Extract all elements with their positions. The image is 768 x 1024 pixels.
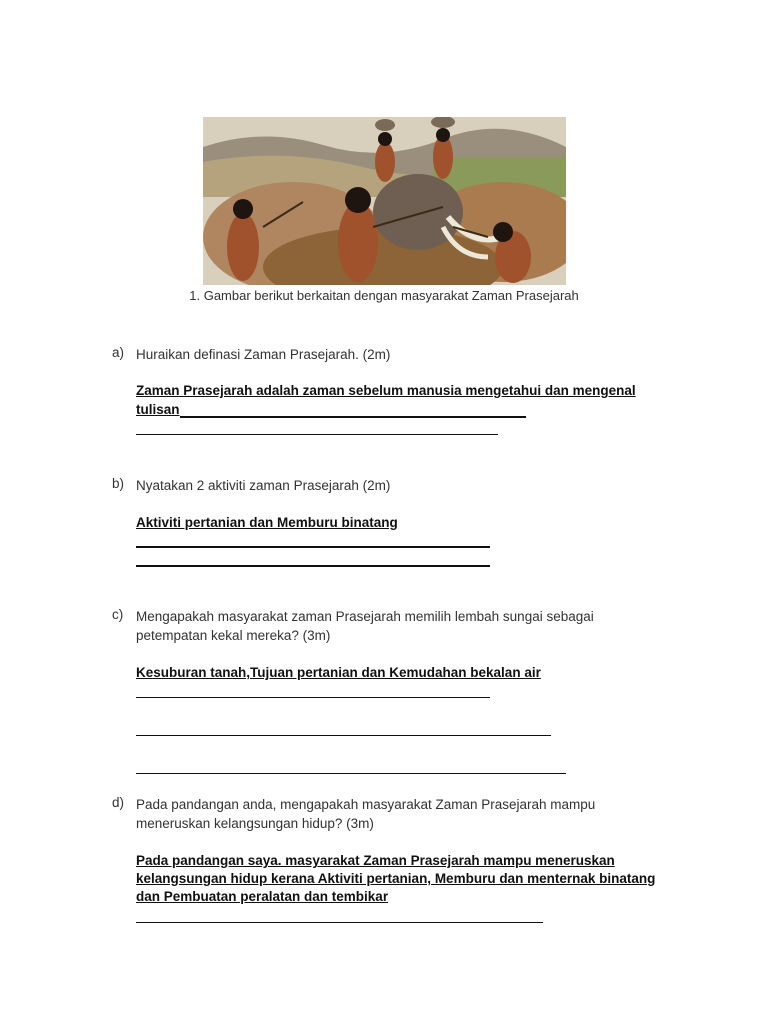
illustration-drawing — [203, 117, 566, 285]
answer-rule — [136, 735, 551, 736]
answer-rule — [180, 416, 526, 418]
answer-c-line-1: Kesuburan tanah,Tujuan pertanian dan Kemudahan bekalan air — [136, 665, 541, 680]
question-label: c) — [112, 607, 124, 622]
answer-rule — [136, 434, 498, 435]
question-text: Nyatakan 2 aktiviti zaman Prasejarah (2m) — [136, 478, 391, 493]
prehistoric-hunt-illustration — [203, 117, 566, 285]
answer-d-line-2: kelangsungan hidup kerana Aktiviti pertanian, Memburu dan menternak binatang — [136, 871, 656, 886]
question-text: Pada pandangan anda, mengapakah masyarakat Zaman Prasejarah mampu meneruskan kelangsungan hidup? (3m) — [136, 797, 596, 831]
answer-rule — [136, 697, 490, 698]
question-text: Mengapakah masyarakat zaman Prasejarah memilih lembah sungai sebagai petempatan kekal mereka? (3m) — [136, 609, 594, 643]
question-label: a) — [112, 345, 125, 360]
question-label: d) — [112, 795, 125, 810]
answer-a-line-1: Zaman Prasejarah adalah zaman sebelum manusia mengetahui dan mengenal — [136, 383, 636, 398]
figure-caption: 1. Gambar berikut berkaitan dengan masyarakat Zaman Prasejarah — [189, 288, 579, 303]
answer-rule — [136, 546, 490, 548]
answer-rule — [136, 922, 543, 923]
answer-rule — [136, 773, 566, 774]
question-text: Huraikan definasi Zaman Prasejarah. (2m) — [136, 347, 391, 362]
question-label: b) — [112, 476, 125, 491]
answer-b-line-1: Aktiviti pertanian dan Memburu binatang — [136, 515, 398, 530]
answer-d-line-1: Pada pandangan saya. masyarakat Zaman Prasejarah mampu meneruskan — [136, 853, 615, 868]
answer-d-line-3: dan Pembuatan peralatan dan tembikar — [136, 889, 389, 904]
answer-a-line-2: tulisan — [136, 402, 180, 417]
answer-rule — [136, 565, 490, 567]
